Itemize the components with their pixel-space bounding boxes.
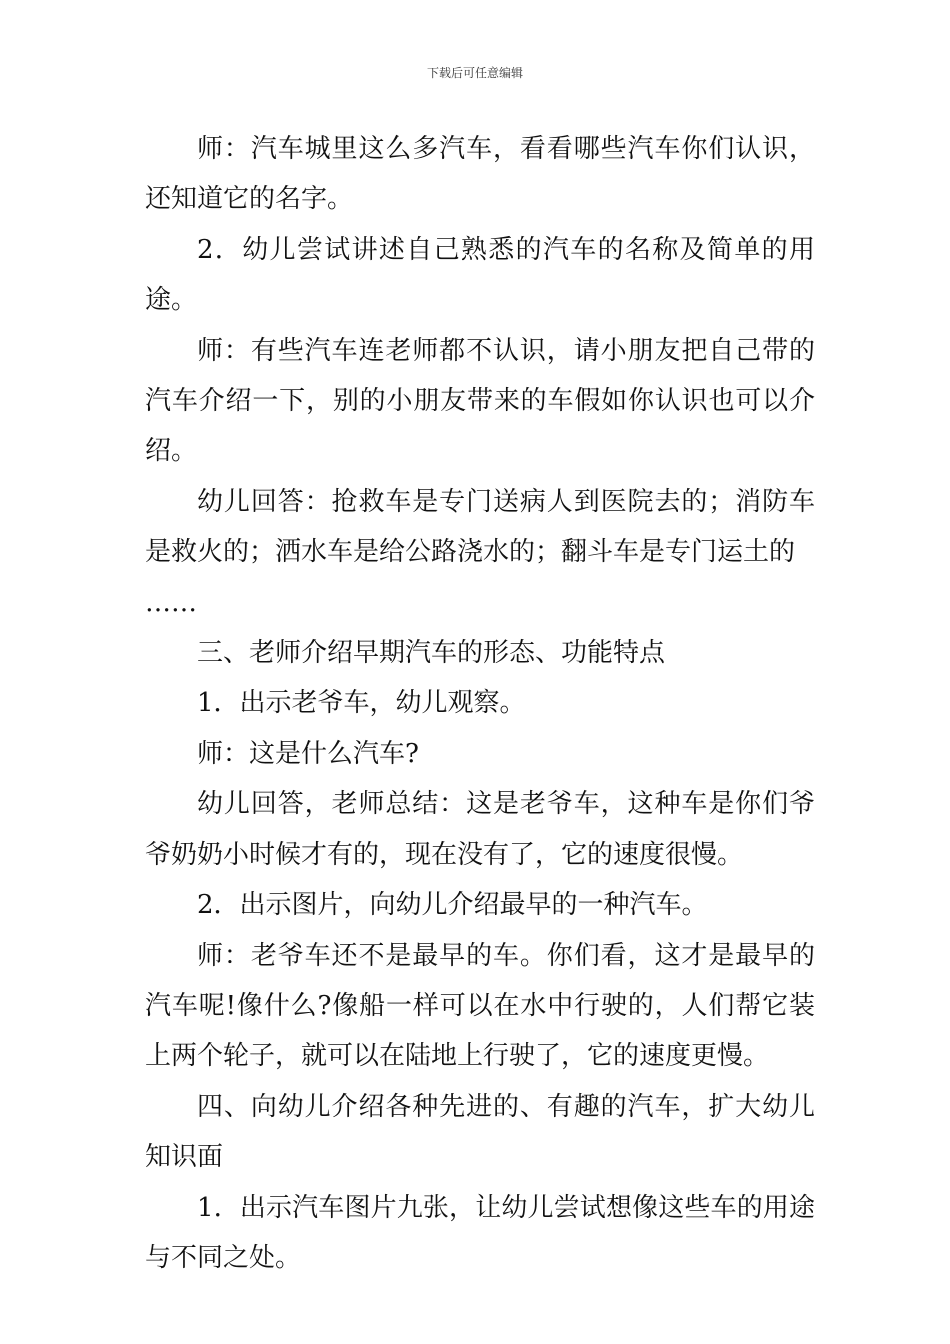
paragraph: 1．出示汽车图片九张，让幼儿尝试想像这些车的用途与不同之处。: [145, 1192, 815, 1273]
document-body: [145, 124, 815, 1283]
section-heading: 四、向幼儿介绍各种先进的、有趣的汽车，扩大幼儿知识面: [145, 1091, 815, 1173]
paragraph: 1．出示老爷车，幼儿观察。: [197, 688, 526, 719]
ellipsis-line: ……: [145, 587, 197, 618]
paragraph: 幼儿回答，老师总结：这是老爷车，这种车是你们爷爷奶奶小时候才有的，现在没有了，它的速度很慢。: [145, 789, 815, 870]
paragraph: 师：这是什么汽车?: [197, 738, 419, 769]
paragraph: 师：老爷车还不是最早的车。你们看，这才是最早的汽车呢!像什么?像船一样可以在水中行驶的，人们帮它装上两个轮子，就可以在陆地上行驶了，它的速度更慢。: [145, 940, 815, 1072]
section-heading: 三、老师介绍早期汽车的形态、功能特点: [197, 638, 666, 669]
paragraph: 2．出示图片，向幼儿介绍最早的一种汽车。: [197, 890, 708, 921]
paragraph: 师：有些汽车连老师都不认识，请小朋友把自己带的汽车介绍一下，别的小朋友带来的车假如你认识也可以介绍。: [145, 335, 815, 467]
paragraph: 2．幼儿尝试讲述自己熟悉的汽车的名称及简单的用途。: [145, 234, 815, 316]
page-header: 下载后可任意编辑: [426, 66, 523, 80]
paragraph: 幼儿回答：抢救车是专门送病人到医院去的；消防车是救火的；洒水车是给公路浇水的；翻斗车是专门运土的: [145, 486, 815, 568]
paragraph: 师：汽车城里这么多汽车，看看哪些汽车你们认识，还知道它的名字。: [145, 134, 815, 215]
